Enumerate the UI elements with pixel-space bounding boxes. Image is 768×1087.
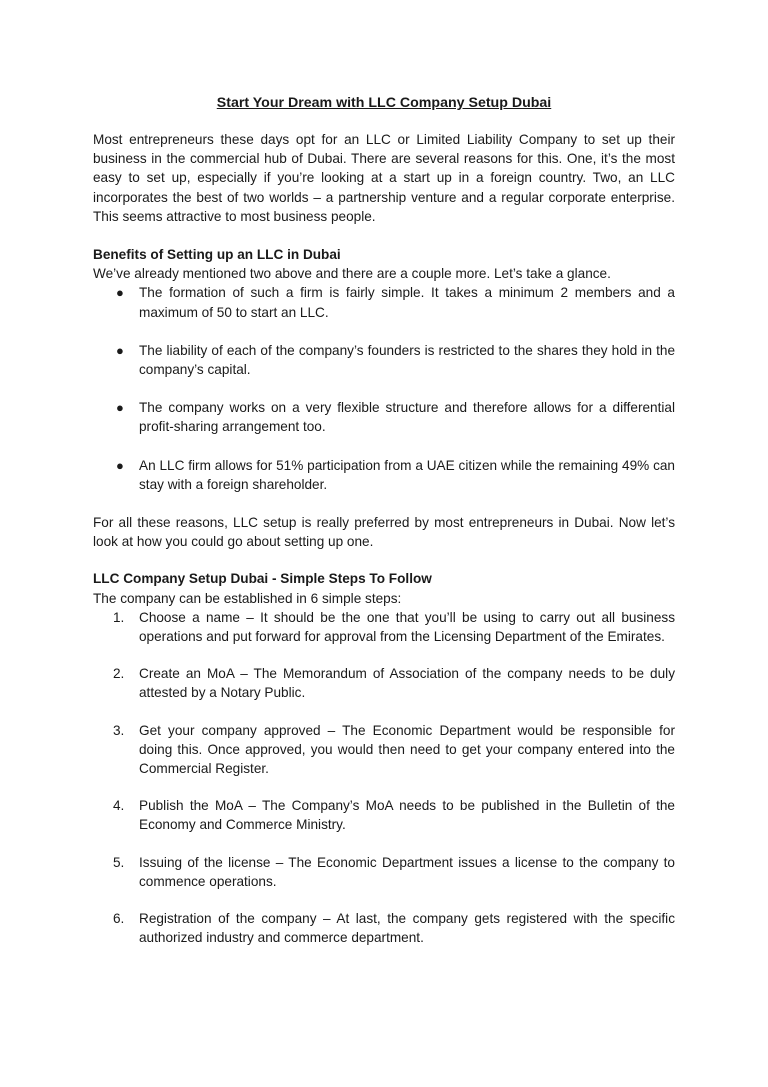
- step-number: 5.: [113, 854, 125, 870]
- list-item: [93, 721, 675, 779]
- closing-paragraph: For all these reasons, LLC setup is really preferred by most entrepreneurs in Dubai. Now let’s look at how you could go about setting up one.: [93, 515, 675, 550]
- list-item: [93, 608, 675, 646]
- list-item: [93, 796, 675, 834]
- steps-list: [93, 608, 675, 948]
- list-item-text: The liability of each of the company’s founders is restricted to the shares they hold in the company’s capital.: [139, 342, 675, 378]
- list-item-text: Issuing of the license – The Economic Department issues a license to the company to commence operations.: [139, 854, 675, 889]
- list-item-text: Get your company approved – The Economic Department would be responsible for doing this. Once approved, you would then need to get your company entered into the Commercial Register.: [139, 722, 675, 777]
- list-item-text: The company works on a very flexible structure and therefore allows for a differential profit-sharing arrangement too.: [139, 400, 675, 435]
- list-item: [93, 909, 675, 947]
- page-title: Start Your Dream with LLC Company Setup Dubai: [216, 95, 552, 111]
- list-item-text: The formation of such a firm is fairly simple. It takes a minimum 2 members and a maximum of 50 to start an LLC.: [139, 285, 675, 320]
- benefits-lead: We’ve already mentioned two above and there are a couple more. Let’s take a glance.: [93, 266, 611, 282]
- list-item: [93, 853, 675, 891]
- step-number: 2.: [113, 666, 125, 682]
- list-item: [93, 456, 675, 494]
- bullet-icon: ●: [116, 285, 124, 301]
- list-item: [93, 398, 675, 436]
- bullet-icon: ●: [116, 400, 124, 416]
- bullet-icon: ●: [116, 457, 124, 473]
- step-number: 4.: [113, 798, 125, 814]
- list-item-text: Choose a name – It should be the one that you’ll be using to carry out all business operations and put forward for approval from the Licensing Department of the Emirates.: [139, 609, 675, 645]
- list-item: [93, 341, 675, 379]
- document-page: [93, 93, 675, 966]
- steps-heading: LLC Company Setup Dubai - Simple Steps To Follow: [93, 571, 432, 587]
- list-item-text: An LLC firm allows for 51% participation from a UAE citizen while the remaining 49% can stay with a foreign shareholder.: [139, 457, 675, 492]
- steps-lead: The company can be established in 6 simple steps:: [93, 590, 402, 606]
- step-number: 3.: [113, 722, 125, 738]
- list-item-text: Create an MoA – The Memorandum of Association of the company needs to be duly attested by a Notary Public.: [139, 666, 675, 701]
- intro-paragraph: Most entrepreneurs these days opt for an LLC or Limited Liability Company to set up their business in the commercial hub of Dubai. There are several reasons for this. One, it’s the most easy to set up, especially if you’re looking at a start up in a foreign country. Two, an LLC incorporates the best of two worlds – a partnership venture and a regular corporate enterprise. This seems attractive to most business people.: [93, 132, 675, 224]
- list-item: [93, 283, 675, 321]
- step-number: 6.: [113, 911, 125, 927]
- list-item: [93, 664, 675, 702]
- step-number: 1.: [113, 609, 125, 625]
- list-item-text: Publish the MoA – The Company’s MoA needs to be published in the Bulletin of the Economy and Commerce Ministry.: [139, 798, 675, 833]
- list-item-text: Registration of the company – At last, the company gets registered with the specific authorized industry and commerce department.: [139, 911, 675, 946]
- bullet-icon: ●: [116, 342, 124, 358]
- benefits-list: [93, 283, 675, 494]
- benefits-heading: Benefits of Setting up an LLC in Dubai: [93, 247, 341, 263]
